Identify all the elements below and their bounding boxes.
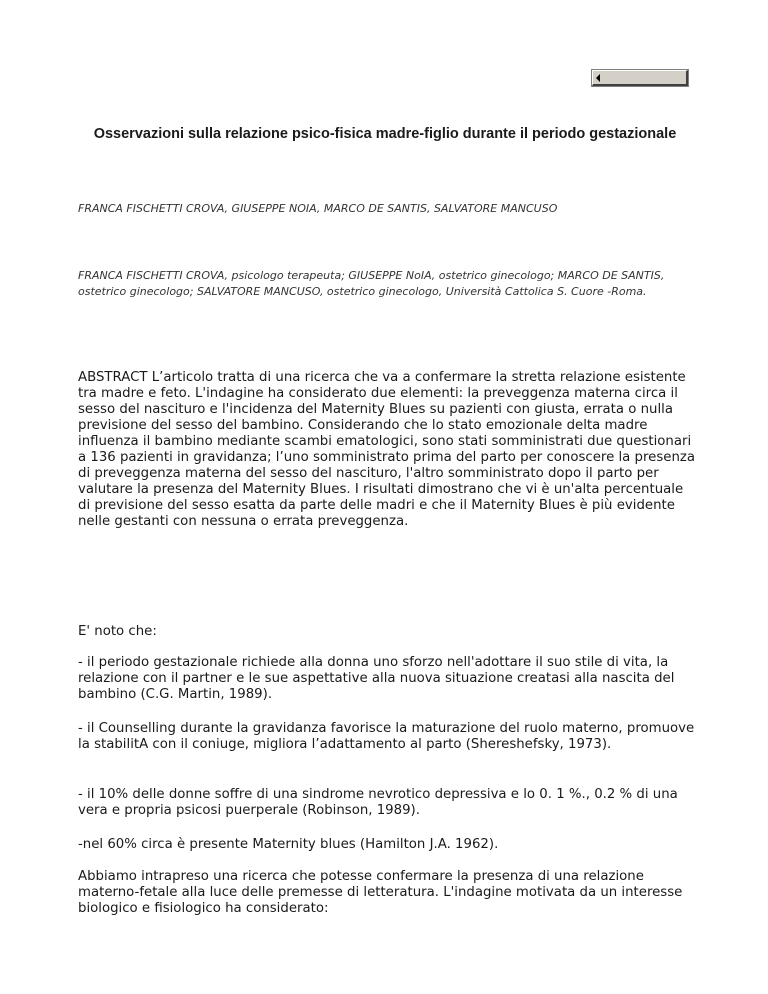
horizontal-scroll-control[interactable] [592, 70, 688, 86]
list-item: -nel 60% circa è presente Maternity blues (Hamilton J.A. 1962). [78, 837, 499, 852]
list-item: - il Counselling durante la gravidanza favorisce la maturazione del ruolo materno, promuove la stabilitA con il coniuge, migliora l’adattamento al parto (Shereshefsky, 1973). [78, 721, 695, 752]
closing-paragraph: Abbiamo intrapreso una ricerca che potesse confermare la presenza di una relazione materno-fetale alla luce delle premesse di letteratura. L'indagine motivata da un interesse biologico e fisiologico ha considerato: [78, 869, 683, 916]
article-title: Osservazioni sulla relazione psico-fisica madre-figlio durante il periodo gestazionale [93, 126, 677, 142]
abstract-paragraph: ABSTRACT L’articolo tratta di una ricerca che va a confermare la stretta relazione esistente tra madre e feto. L'indagine ha considerato due elementi: la preveggenza materna circa il sesso del nascituro e l'incidenza del Maternity Blues su pazienti con giusta, errata o nulla previsione del sesso del bambino. Considerando che lo stato emozionale delta madre influenza il bambino mediante scambi ematologici, sono stati somministrati due questionari a 136 pazienti in gravidanza; l’uno somministrato prima del parto per conoscere la presenza di preveggenza materna del sesso del nascituro, l'altro somministrato dopo il parto per valutare la presenza del Maternity Blues. I risultati dimostrano che vi è un'alta percentuale di previsione del sesso esatta da parte delle madri e che il Maternity Blues è più evidente nelle gestanti con nessuna o errata preveggenza. [78, 370, 696, 529]
list-item: - il periodo gestazionale richiede alla donna uno sforzo nell'adottare il suo stile di vita, la relazione con il partner e le sue aspettative alla nuova situazione creatasi alla nascita del bambino (C.G. Martin, 1989). [78, 655, 675, 702]
author-affiliations: FRANCA FISCHETTI CROVA, psicologo terapeuta; GIUSEPPE NoIA, ostetrico ginecologo; MARCO DE SANTIS, ostetrico ginecologo; SALVATORE MANCUSO, ostetrico ginecologo, Università Cattolica S. Cuore -Roma. [78, 269, 665, 298]
list-item: - il 10% delle donne soffre di una sindrome nevrotico depressiva e lo 0. 1 %., 0.2 % di una vera e propria psicosi puerperale (Robinson, 1989). [78, 787, 678, 818]
author-list: FRANCA FISCHETTI CROVA, GIUSEPPE NOIA, MARCO DE SANTIS, SALVATORE MANCUSO [78, 202, 558, 215]
left-arrow-icon[interactable] [596, 74, 600, 82]
noto-intro: E' noto che: [78, 624, 157, 639]
